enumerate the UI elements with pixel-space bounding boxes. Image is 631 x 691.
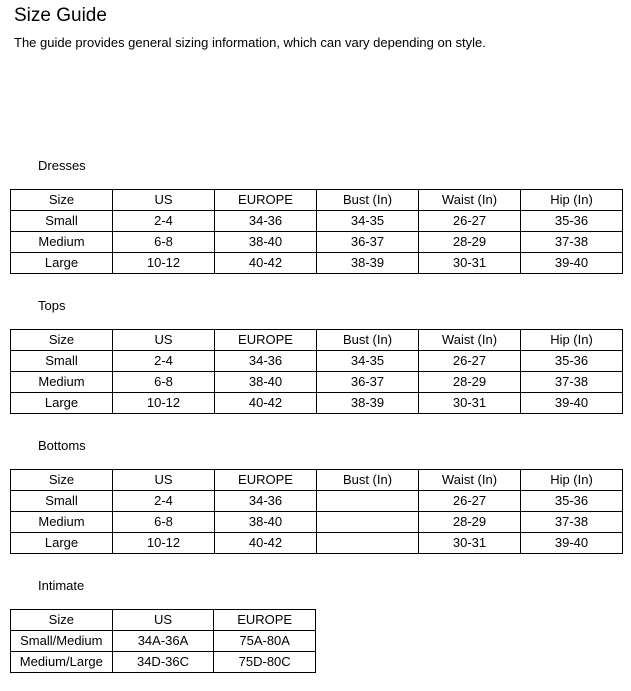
column-header: Bust (In) [317, 470, 419, 491]
column-header: Waist (In) [419, 330, 521, 351]
table-cell: 40-42 [215, 393, 317, 414]
column-header: US [113, 330, 215, 351]
table-cell: Large [11, 533, 113, 554]
column-header: US [113, 190, 215, 211]
column-header: US [113, 470, 215, 491]
table-cell: 39-40 [521, 393, 623, 414]
table-cell: Large [11, 253, 113, 274]
page-title: Size Guide [14, 5, 107, 26]
table-row [11, 631, 316, 652]
table-cell: 6-8 [113, 372, 215, 393]
table-cell: 34-36 [215, 491, 317, 512]
table-cell: 35-36 [521, 351, 623, 372]
dresses-size-table [10, 189, 623, 274]
table-cell: 37-38 [521, 512, 623, 533]
table-row [11, 512, 623, 533]
header-row [11, 470, 623, 491]
table-cell: 40-42 [215, 253, 317, 274]
bottoms-size-table [10, 469, 623, 554]
table-cell: 10-12 [113, 253, 215, 274]
section-label-intimate: Intimate [38, 578, 85, 593]
table-cell: 38-40 [215, 512, 317, 533]
section-label-bottoms: Bottoms [38, 438, 86, 453]
table-cell: 35-36 [521, 211, 623, 232]
column-header: Bust (In) [317, 190, 419, 211]
table-cell: 34D-36C [112, 652, 214, 673]
section-dresses [0, 158, 631, 274]
table-cell: 26-27 [419, 351, 521, 372]
column-header: Waist (In) [419, 190, 521, 211]
section-tops [0, 298, 631, 414]
table-cell: 10-12 [113, 393, 215, 414]
table-row [11, 393, 623, 414]
column-header: EUROPE [215, 330, 317, 351]
section-intimate [0, 578, 631, 673]
table-cell: 30-31 [419, 533, 521, 554]
table-row [11, 533, 623, 554]
intimate-size-table [10, 609, 316, 673]
table-cell: Small [11, 211, 113, 232]
table-cell: 36-37 [317, 232, 419, 253]
table-row [11, 372, 623, 393]
table-cell: 2-4 [113, 491, 215, 512]
header-row [11, 610, 316, 631]
section-label-tops: Tops [38, 298, 66, 313]
table-cell: 37-38 [521, 232, 623, 253]
table-cell: 34-36 [215, 211, 317, 232]
table-cell: 30-31 [419, 393, 521, 414]
table-cell: 26-27 [419, 491, 521, 512]
table-cell: 39-40 [521, 533, 623, 554]
table-cell [317, 512, 419, 533]
table-cell: 39-40 [521, 253, 623, 274]
table-cell: Medium/Large [11, 652, 113, 673]
column-header: Waist (In) [419, 470, 521, 491]
column-header: Size [11, 610, 113, 631]
table-row [11, 232, 623, 253]
table-cell: 37-38 [521, 372, 623, 393]
table-cell: 75A-80A [214, 631, 316, 652]
table-row [11, 491, 623, 512]
table-row [11, 652, 316, 673]
table-cell: 38-39 [317, 253, 419, 274]
table-cell: 75D-80C [214, 652, 316, 673]
column-header: Hip (In) [521, 330, 623, 351]
header-row [11, 330, 623, 351]
table-cell: 10-12 [113, 533, 215, 554]
table-cell: 28-29 [419, 232, 521, 253]
table-cell: 30-31 [419, 253, 521, 274]
table-cell: Medium [11, 232, 113, 253]
table-cell: 38-40 [215, 232, 317, 253]
table-cell: 6-8 [113, 232, 215, 253]
table-cell: 28-29 [419, 372, 521, 393]
table-cell: Medium [11, 372, 113, 393]
column-header: Hip (In) [521, 470, 623, 491]
column-header: Bust (In) [317, 330, 419, 351]
column-header: Size [11, 190, 113, 211]
column-header: Size [11, 470, 113, 491]
table-cell: 2-4 [113, 351, 215, 372]
column-header: EUROPE [215, 190, 317, 211]
column-header: EUROPE [214, 610, 316, 631]
table-cell: Large [11, 393, 113, 414]
table-cell: 38-40 [215, 372, 317, 393]
table-row [11, 351, 623, 372]
table-cell: 34-36 [215, 351, 317, 372]
table-cell [317, 533, 419, 554]
table-cell: Small [11, 491, 113, 512]
column-header: Hip (In) [521, 190, 623, 211]
section-bottoms [0, 438, 631, 554]
table-cell: Small [11, 351, 113, 372]
section-label-dresses: Dresses [38, 158, 86, 173]
table-cell: 26-27 [419, 211, 521, 232]
table-cell: 28-29 [419, 512, 521, 533]
table-cell: 2-4 [113, 211, 215, 232]
column-header: EUROPE [215, 470, 317, 491]
table-cell: 34-35 [317, 211, 419, 232]
table-row [11, 253, 623, 274]
column-header: Size [11, 330, 113, 351]
table-cell: 35-36 [521, 491, 623, 512]
table-cell: 34A-36A [112, 631, 214, 652]
table-cell: Medium [11, 512, 113, 533]
header-row [11, 190, 623, 211]
column-header: US [112, 610, 214, 631]
tops-size-table [10, 329, 623, 414]
table-cell [317, 491, 419, 512]
table-cell: 40-42 [215, 533, 317, 554]
table-cell: 6-8 [113, 512, 215, 533]
table-cell: Small/Medium [11, 631, 113, 652]
table-cell: 34-35 [317, 351, 419, 372]
page-subtitle: The guide provides general sizing information, which can vary depending on style. [14, 35, 486, 50]
size-guide-page [0, 5, 631, 691]
table-cell: 38-39 [317, 393, 419, 414]
table-cell: 36-37 [317, 372, 419, 393]
table-row [11, 211, 623, 232]
